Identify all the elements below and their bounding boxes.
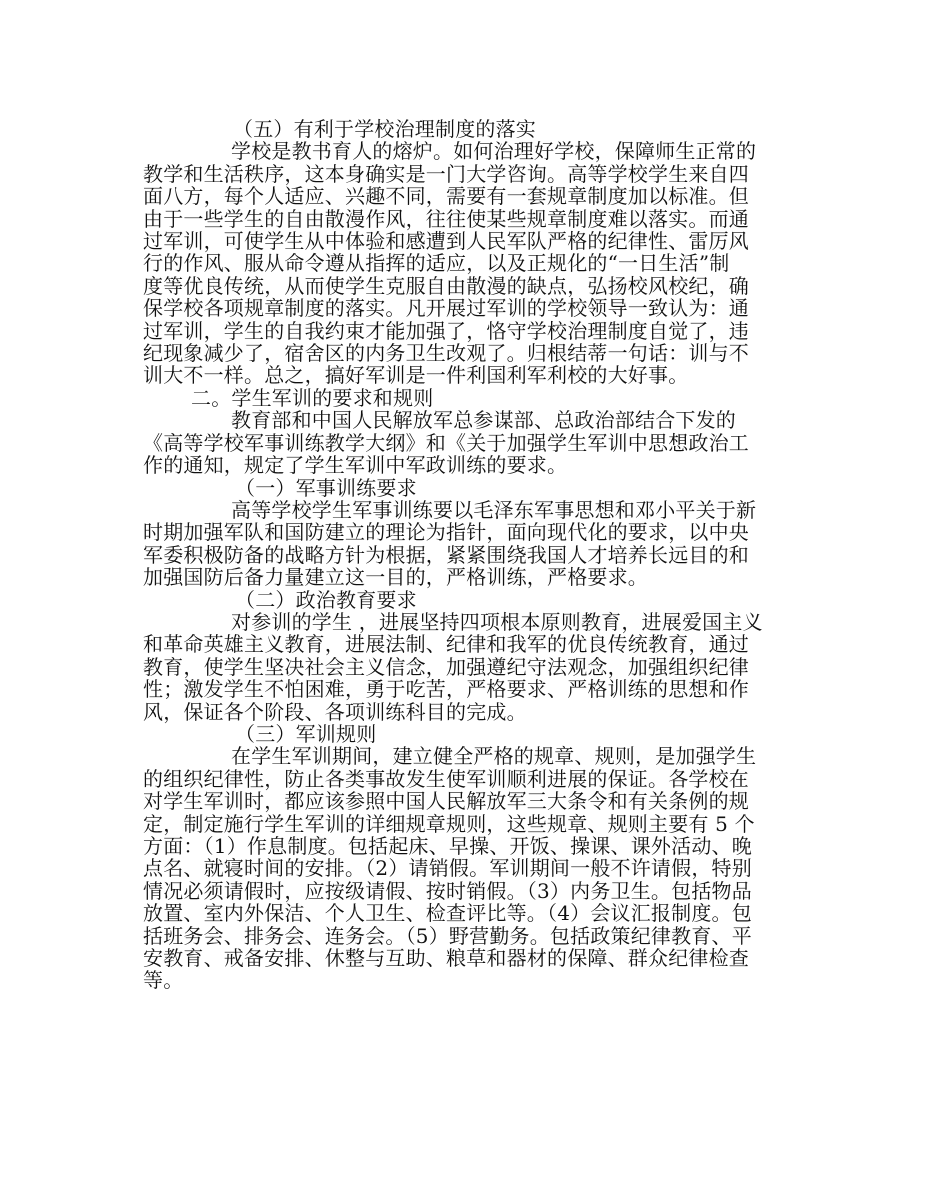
text-line: （一）军事训练要求 — [235, 475, 417, 500]
text-line: 由于一些学生的自由散漫作风，往往使某些规章制度难以落实。而通 — [143, 206, 749, 231]
text-line: （二）政治教育要求 — [235, 587, 417, 612]
text-line: 加强国防后备力量建立这一目的，严格训练，严格要求。 — [143, 565, 648, 590]
text-line: 对学生军训时，都应该参照中国人民解放军三大条令和有关条例的规 — [143, 789, 749, 814]
text-line: 学校是教书育人的熔炉。如何治理好学校，保障师生正常的 — [231, 139, 757, 164]
text-line: 高等学校学生军事训练要以毛泽东军事思想和邓小平关于新 — [231, 497, 757, 522]
document-page — [143, 118, 813, 992]
text-line: 方面：（1）作息制度。包括起床、早操、开饭、操课、课外活动、晚 — [143, 834, 752, 858]
text-line: 行的作风、服从命令遵从指挥的适应，以及正规化的“一日生活”制 — [143, 251, 730, 276]
text-line: 度等优良传统，从而使学生克服自由散漫的缺点，弘扬校风校纪，确 — [143, 273, 749, 298]
text-line: 安教育、戒备安排、休整与互助、粮草和器材的保障、群众纪律检查 — [143, 946, 749, 971]
text-line: 二。学生军训的要求和规则 — [191, 385, 434, 410]
text-line: 等。 — [143, 968, 184, 993]
text-line: 定，制定施行学生军训的详细规章规则，这些规章、规则主要有 5 个 — [143, 811, 755, 836]
text-line: （五）有利于学校治理制度的落实 — [233, 117, 536, 141]
text-line: 风，保证各个阶段、各项训练科目的完成。 — [143, 699, 527, 724]
text-line: （三）军训规则 — [235, 721, 377, 746]
text-line: 训大不一样。总之，搞好军训是一件利国利军利校的大好事。 — [143, 363, 689, 388]
text-line: 情况必须请假时，应按级请假、按时销假。（3）内务卫生。包括物品 — [143, 878, 752, 903]
text-line: 过军训，可使学生从中体验和感遭到人民军队严格的纪律性、雷厉风 — [143, 229, 749, 254]
text-line: 放置、室内外保洁、个人卫生、检查评比等。（4）会议汇报制度。包 — [143, 901, 752, 926]
text-line: 保学校各项规章制度的落实。凡开展过军训的学校领导一致认为：通 — [143, 296, 749, 321]
text-line: 教育部和中国人民解放军总参谋部、总政治部结合下发的 — [231, 408, 736, 433]
text-line: 括班务会、排务会、连务会。（5）野营勤务。包括政策纪律教育、平 — [143, 923, 752, 948]
text-line: 点名、就寝时间的安排。（2）请销假。军训期间一般不许请假，特别 — [143, 856, 752, 881]
text-line: 教学和生活秩序，这本身确实是一门大学咨询。高等学校学生来自四 — [143, 161, 749, 186]
text-line: 在学生军训期间，建立健全严格的规章、规则，是加强学生 — [231, 744, 757, 769]
text-line: 的组织纪律性，防止各类事故发生使军训顺利进展的保证。各学校在 — [143, 766, 749, 791]
text-line: 时期加强军队和国防建立的理论为指针，面向现代化的要求，以中央 — [143, 520, 749, 545]
text-line: 对参训的学生 ，进展坚持四项根本原则教育，进展爱国主义 — [231, 609, 763, 634]
text-line: 纪现象减少了，宿舍区的内务卫生改观了。归根结蒂一句话：训与不 — [143, 341, 749, 366]
text-line: 作的通知，规定了学生军训中军政训练的要求。 — [143, 453, 568, 478]
text-line: 性；激发学生不怕困难，勇于吃苦，严格要求、严格训练的思想和作 — [143, 677, 749, 702]
text-line: 和革命英雄主义教育，进展法制、纪律和我军的优良传统教育，通过 — [143, 632, 749, 657]
text-line: 过军训，学生的自我约束才能加强了，恪守学校治理制度自觉了，违 — [143, 318, 749, 343]
text-line: 面八方，每个人适应、兴趣不同，需要有一套规章制度加以标准。但 — [143, 184, 749, 209]
text-line: 《高等学校军事训练教学大纲》和《关于加强学生军训中思想政治工 — [143, 430, 749, 455]
text-line: 军委积极防备的战略方针为根据，紧紧围绕我国人才培养长远目的和 — [143, 542, 749, 567]
text-line: 教育，使学生坚决社会主义信念，加强遵纪守法观念，加强组织纪律 — [143, 654, 749, 679]
